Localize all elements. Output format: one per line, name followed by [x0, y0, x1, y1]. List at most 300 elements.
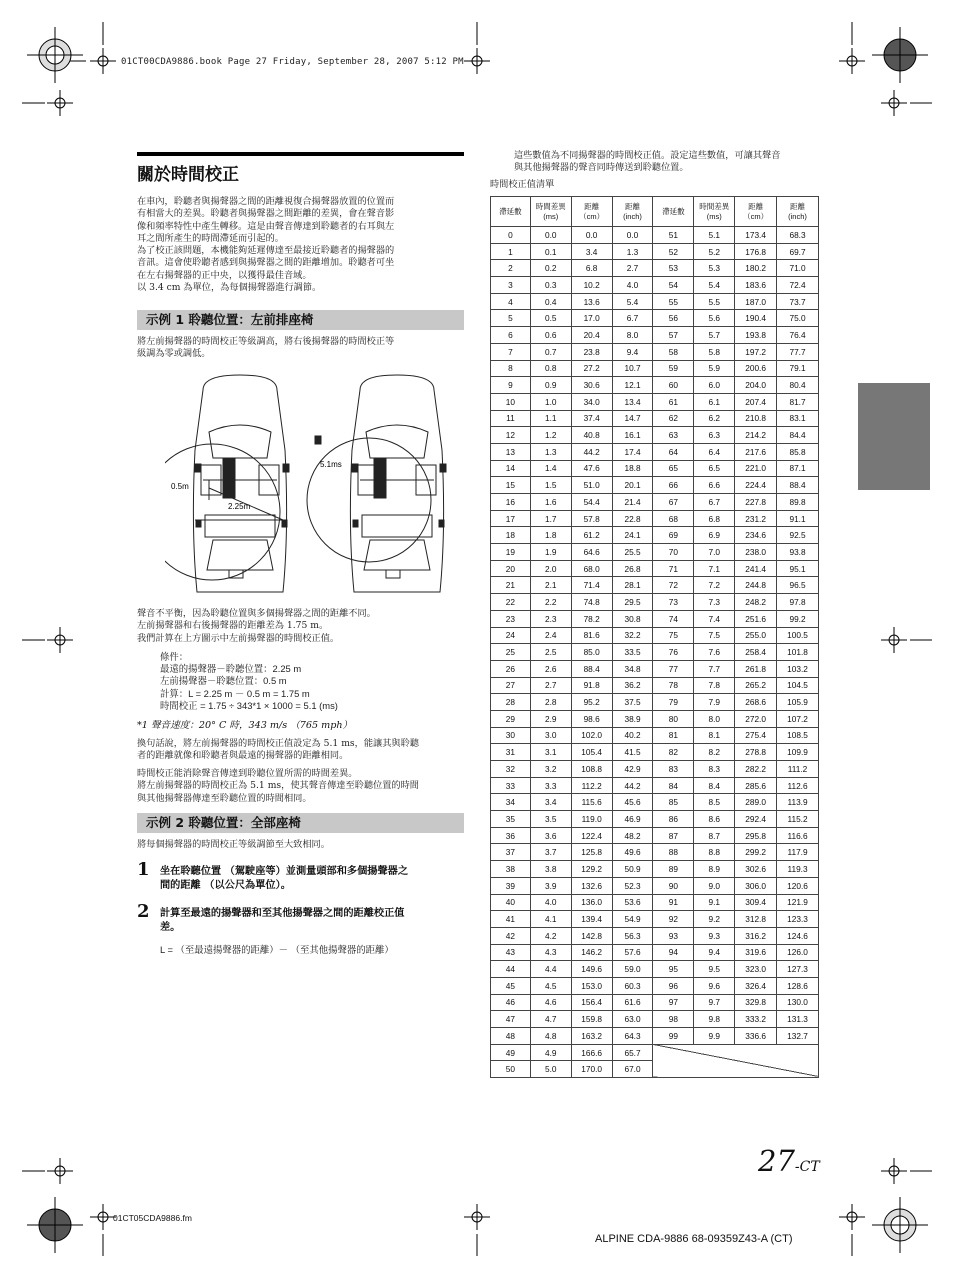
table-cell: 0.0	[571, 227, 612, 244]
table-cell: 103.2	[777, 660, 819, 677]
table-cell: 2	[491, 260, 531, 277]
table-row	[491, 844, 819, 861]
table-cell: 94	[653, 944, 694, 961]
table-cell: 71	[653, 560, 694, 577]
table-cell: 4.4	[530, 961, 571, 978]
table-cell: 78.2	[571, 610, 612, 627]
table-cell: 8	[491, 360, 531, 377]
table-cell: 52.3	[612, 877, 653, 894]
table-cell: 5.7	[694, 327, 735, 344]
page-number-suffix: -CT	[794, 1159, 820, 1175]
table-row	[491, 277, 819, 294]
calculation-block	[160, 651, 460, 712]
car-right-diagram	[307, 375, 446, 592]
table-cell: 6.2	[694, 410, 735, 427]
table-cell: 2.0	[530, 560, 571, 577]
table-cell: 24	[491, 627, 531, 644]
table-row	[491, 1044, 819, 1061]
table-cell: 7.3	[694, 594, 735, 611]
table-row	[491, 227, 819, 244]
table-cell: 73	[653, 594, 694, 611]
table-cell: 45	[491, 977, 531, 994]
crosshair-bottom-right	[839, 1204, 865, 1256]
table-cell: 38.9	[612, 710, 653, 727]
table-cell: 91.1	[777, 510, 819, 527]
table-cell: 78	[653, 677, 694, 694]
table-cell: 50.9	[612, 861, 653, 878]
table-cell: 105.4	[571, 744, 612, 761]
table-row	[491, 243, 819, 260]
table-row	[491, 610, 819, 627]
table-cell: 5.1	[694, 227, 735, 244]
table-cell: 85.8	[777, 443, 819, 460]
table-cell: 17.4	[612, 443, 653, 460]
table-cell: 4.1	[530, 911, 571, 928]
table-intro-line: 與其他揚聲器的聲音同時傳送到聆聽位置。	[514, 162, 689, 174]
table-cell: 54.4	[571, 494, 612, 511]
table-cell: 49	[491, 1044, 531, 1061]
table-cell: 77	[653, 660, 694, 677]
car-diagrams	[165, 370, 465, 602]
table-header-row	[491, 197, 819, 227]
table-cell: 326.4	[735, 977, 777, 994]
table-row	[491, 911, 819, 928]
table-cell: 3.4	[530, 794, 571, 811]
table-cell: 1.7	[530, 510, 571, 527]
intro-line: 為了校正該問題，本機能夠延遲傳達至最接近聆聽者的揚聲器的	[137, 245, 395, 257]
table-cell: 91	[653, 894, 694, 911]
table-cell: 6.8	[571, 260, 612, 277]
crosshair-left-top	[22, 90, 73, 116]
table-cell: 23	[491, 610, 531, 627]
table-cell: 19	[491, 544, 531, 561]
table-row	[491, 627, 819, 644]
table-cell: 51	[653, 227, 694, 244]
table-cell: 87.1	[777, 460, 819, 477]
table-cell: 104.5	[777, 677, 819, 694]
table-cell: 71.4	[571, 577, 612, 594]
table-cell: 6.8	[694, 510, 735, 527]
table-cell: 59	[653, 360, 694, 377]
table-cell: 122.4	[571, 827, 612, 844]
after-line: 左前揚聲器和右後揚聲器的距離差為 1.75 m。	[137, 620, 329, 632]
table-cell: 57.6	[612, 944, 653, 961]
table-cell: 8.2	[694, 744, 735, 761]
table-cell: 82	[653, 744, 694, 761]
calc-line: 時間校正 = 1.75 ÷ 343*1 × 1000 = 5.1 (ms)	[160, 699, 338, 711]
table-cell: 153.0	[571, 977, 612, 994]
table-cell: 18.8	[612, 460, 653, 477]
example1-heading: 示例 1 聆聽位置：左前排座椅	[137, 310, 464, 330]
table-cell: 61.6	[612, 994, 653, 1011]
table-cell: 4.5	[530, 977, 571, 994]
table-cell: 4	[491, 293, 531, 310]
table-cell: 261.8	[735, 660, 777, 677]
table-row	[491, 560, 819, 577]
table-cell: 25.5	[612, 544, 653, 561]
table-cell: 64.6	[571, 544, 612, 561]
table-cell: 42.9	[612, 761, 653, 778]
table-cell: 163.2	[571, 1028, 612, 1045]
table-cell: 41.5	[612, 744, 653, 761]
table-cell: 275.4	[735, 727, 777, 744]
table-cell: 97	[653, 994, 694, 1011]
table-cell: 73.7	[777, 293, 819, 310]
table-cell: 8.7	[694, 827, 735, 844]
table-cell: 7.6	[694, 644, 735, 661]
table-cell: 292.4	[735, 811, 777, 828]
table-cell: 0.0	[530, 227, 571, 244]
intro-line: 以 3.4 cm 為單位，為每個揚聲器進行調節。	[137, 282, 322, 294]
table-cell: 329.8	[735, 994, 777, 1011]
table-cell: 9	[491, 377, 531, 394]
step-line: 間的距離 （以公尺為單位）。	[160, 880, 291, 891]
table-cell: 41	[491, 911, 531, 928]
table-cell: 88.4	[777, 477, 819, 494]
table-cell: 2.2	[530, 594, 571, 611]
table-cell: 95.1	[777, 560, 819, 577]
table-cell: 4.6	[530, 994, 571, 1011]
table-row	[491, 527, 819, 544]
table-cell: 76.4	[777, 327, 819, 344]
table-cell: 8.4	[694, 777, 735, 794]
table-cell: 69	[653, 527, 694, 544]
table-cell: 15	[491, 477, 531, 494]
table-cell: 312.8	[735, 911, 777, 928]
table-cell: 316.2	[735, 927, 777, 944]
example2-text: 將每個揚聲器的時間校正等級調節至大致相同。	[137, 839, 330, 850]
table-cell: 0.4	[530, 293, 571, 310]
table-row	[491, 360, 819, 377]
table-cell: 8.0	[612, 327, 653, 344]
table-cell: 50	[491, 1061, 531, 1078]
table-cell: 234.6	[735, 527, 777, 544]
table-cell: 28.1	[612, 577, 653, 594]
table-row	[491, 777, 819, 794]
table-cell: 3.6	[530, 827, 571, 844]
table-cell: 81.7	[777, 393, 819, 410]
table-cell: 85	[653, 794, 694, 811]
table-cell: 51.0	[571, 477, 612, 494]
table-cell: 6.4	[694, 443, 735, 460]
table-cell: 79.1	[777, 360, 819, 377]
table-cell: 4.0	[612, 277, 653, 294]
corner-mark-tr	[872, 27, 928, 83]
footer-model: ALPINE CDA-9886 68-09359Z43-A (CT)	[595, 1233, 793, 1245]
table-row	[491, 727, 819, 744]
table-cell: 17.0	[571, 310, 612, 327]
table-cell: 0.8	[530, 360, 571, 377]
table-cell: 101.8	[777, 644, 819, 661]
table-body	[491, 227, 819, 1078]
table-cell: 333.2	[735, 1011, 777, 1028]
table-cell: 40	[491, 894, 531, 911]
table-cell: 40.8	[571, 427, 612, 444]
table-cell: 2.3	[530, 610, 571, 627]
table-cell: 9.4	[694, 944, 735, 961]
table-cell: 45.6	[612, 794, 653, 811]
table-cell: 132.6	[571, 877, 612, 894]
table-cell: 1.6	[530, 494, 571, 511]
table-row	[491, 460, 819, 477]
table-cell: 112.2	[571, 777, 612, 794]
step-line: 坐在聆聽位置 （駕駛座等）並測量頭部和多個揚聲器之	[160, 866, 409, 877]
table-cell: 21	[491, 577, 531, 594]
table-row	[491, 827, 819, 844]
table-cell: 65	[653, 460, 694, 477]
table-cell: 5.2	[694, 243, 735, 260]
table-cell: 53.6	[612, 894, 653, 911]
table-row	[491, 477, 819, 494]
intro-line: 音訊。這會使聆聽者感到與揚聲器之間的距離增加。聆聽者可坐	[137, 257, 395, 269]
table-cell: 14.7	[612, 410, 653, 427]
table-cell: 124.6	[777, 927, 819, 944]
table-cell: 302.6	[735, 861, 777, 878]
table-intro-line: 這些數值為不同揚聲器的時間校正值。設定這些數值，可讓其聲音	[514, 150, 781, 161]
table-cell: 9.9	[694, 1028, 735, 1045]
table-cell: 84.4	[777, 427, 819, 444]
table-cell: 282.2	[735, 761, 777, 778]
summary-line: 者的距離就像和聆聽者與最遠的揚聲器的距離相同。	[137, 750, 349, 762]
table-cell: 309.4	[735, 894, 777, 911]
time-correction-table	[490, 196, 819, 1078]
table-cell: 251.6	[735, 610, 777, 627]
table-cell: 120.6	[777, 877, 819, 894]
crosshair-right-bottom	[881, 1158, 932, 1184]
calc-line: 左前揚聲器－聆聽位置：0.5 m	[160, 675, 287, 687]
table-cell: 1.2	[530, 427, 571, 444]
table-cell: 36.2	[612, 677, 653, 694]
table-row	[491, 710, 819, 727]
table-row	[491, 761, 819, 778]
table-cell: 44	[491, 961, 531, 978]
table-row	[491, 927, 819, 944]
intro-text	[137, 196, 467, 294]
table-cell: 31	[491, 744, 531, 761]
table-cell: 32	[491, 761, 531, 778]
table-cell: 16.1	[612, 427, 653, 444]
intro-line: 在車內，聆聽者與揚聲器之間的距離視復合揚聲器放置的位置而	[137, 196, 395, 207]
table-row	[491, 1011, 819, 1028]
step-line: 差。	[160, 922, 181, 933]
table-cell: 1.5	[530, 477, 571, 494]
table-cell: 207.4	[735, 393, 777, 410]
table-cell: 29.5	[612, 594, 653, 611]
table-cell: 227.8	[735, 494, 777, 511]
crosshair-left-middle	[22, 627, 73, 653]
table-cell: 12.1	[612, 377, 653, 394]
table-cell: 119.3	[777, 861, 819, 878]
table-cell: 9.3	[694, 927, 735, 944]
intro-line: 像和頻率特性中產生轉移。這是由聲音傳達到聆聽者的右耳與左	[137, 220, 395, 232]
table-cell: 132.7	[777, 1028, 819, 1045]
table-cell: 30	[491, 727, 531, 744]
table-cell: 5.4	[612, 293, 653, 310]
table-cell: 156.4	[571, 994, 612, 1011]
table-cell: 8.5	[694, 794, 735, 811]
table-cell: 46	[491, 994, 531, 1011]
table-cell: 2.4	[530, 627, 571, 644]
table-cell: 8.8	[694, 844, 735, 861]
table-cell: 306.0	[735, 877, 777, 894]
table-cell: 27	[491, 677, 531, 694]
table-cell: 93.8	[777, 544, 819, 561]
table-cell: 8.1	[694, 727, 735, 744]
page-number-value: 27	[758, 1144, 795, 1178]
table-cell: 1	[491, 243, 531, 260]
step-line: 計算至最遠的揚聲器和至其他揚聲器之間的距離校正值	[160, 908, 405, 919]
crosshair-right-middle	[881, 627, 932, 653]
table-cell: 6.3	[694, 427, 735, 444]
table-cell: 9.1	[694, 894, 735, 911]
page-number	[758, 1144, 820, 1178]
label-distance-near: 0.5m	[171, 482, 189, 491]
table-cell: 0.2	[530, 260, 571, 277]
table-cell: 1.9	[530, 544, 571, 561]
table-cell: 95	[653, 961, 694, 978]
table-cell: 0.0	[612, 227, 653, 244]
table-cell: 71.0	[777, 260, 819, 277]
crosshair-top-center	[464, 22, 490, 74]
table-cell: 125.8	[571, 844, 612, 861]
table-row	[491, 427, 819, 444]
table-row	[491, 977, 819, 994]
th-distance-inch: 距離 (inch)	[612, 197, 653, 227]
table-row	[491, 510, 819, 527]
table-cell: 3.2	[530, 761, 571, 778]
table-cell: 1.1	[530, 410, 571, 427]
table-row	[491, 293, 819, 310]
table-cell: 90	[653, 877, 694, 894]
table-cell: 9.4	[612, 343, 653, 360]
table-cell: 75.0	[777, 310, 819, 327]
table-cell: 72.4	[777, 277, 819, 294]
table-cell: 96.5	[777, 577, 819, 594]
table-cell: 0.9	[530, 377, 571, 394]
table-cell: 268.6	[735, 694, 777, 711]
table-cell: 85.0	[571, 644, 612, 661]
table-cell: 86	[653, 811, 694, 828]
table-cell: 9.2	[694, 911, 735, 928]
table-cell: 79	[653, 694, 694, 711]
table-cell: 214.2	[735, 427, 777, 444]
table-cell: 76	[653, 644, 694, 661]
table-cell: 83.1	[777, 410, 819, 427]
table-cell: 53	[653, 260, 694, 277]
table-row	[491, 544, 819, 561]
table-cell: 221.0	[735, 460, 777, 477]
table-cell: 7.2	[694, 577, 735, 594]
table-cell: 54.9	[612, 911, 653, 928]
table-cell: 109.9	[777, 744, 819, 761]
table-cell: 238.0	[735, 544, 777, 561]
table-cell: 21.4	[612, 494, 653, 511]
table-cell: 10.2	[571, 277, 612, 294]
th-distance-inch: 距離 (inch)	[777, 197, 819, 227]
table-cell: 5.4	[694, 277, 735, 294]
table-cell: 278.8	[735, 744, 777, 761]
table-cell: 22	[491, 594, 531, 611]
label-time-delay: 5.1ms	[320, 460, 342, 469]
table-cell: 4.0	[530, 894, 571, 911]
crosshair-top-right	[839, 22, 865, 74]
table-cell: 139.4	[571, 911, 612, 928]
summary-line: 時間校正能消除聲音傳達到聆聽位置所需的時間差異。	[137, 768, 358, 779]
table-cell: 0.1	[530, 243, 571, 260]
table-cell: 39	[491, 877, 531, 894]
table-cell: 66	[653, 477, 694, 494]
table-row	[491, 944, 819, 961]
table-cell: 5.8	[694, 343, 735, 360]
print-header: 01CT00CDA9886.book Page 27 Friday, September 28, 2007 5:12 PM	[121, 57, 464, 67]
table-cell: 170.0	[571, 1061, 612, 1078]
table-cell: 217.6	[735, 443, 777, 460]
table-cell: 68	[653, 510, 694, 527]
table-cell: 121.9	[777, 894, 819, 911]
table-cell: 67	[653, 494, 694, 511]
table-cell: 97.8	[777, 594, 819, 611]
table-cell: 1.0	[530, 393, 571, 410]
summary-line: 將左前揚聲器的時間校正為 5.1 ms，使其聲音傳達至聆聽位置的時間	[137, 780, 419, 792]
table-cell: 9.5	[694, 961, 735, 978]
table-cell: 61.2	[571, 527, 612, 544]
step-2-number: 2	[137, 901, 150, 922]
table-cell: 93	[653, 927, 694, 944]
table-cell: 3.8	[530, 861, 571, 878]
table-cell: 61	[653, 393, 694, 410]
table-cell: 108.5	[777, 727, 819, 744]
table-cell: 2.9	[530, 710, 571, 727]
crosshair-top-left	[70, 22, 116, 74]
table-cell: 48	[491, 1028, 531, 1045]
table-cell: 34.0	[571, 393, 612, 410]
table-cell: 131.3	[777, 1011, 819, 1028]
table-cell: 2.5	[530, 644, 571, 661]
table-row	[491, 310, 819, 327]
table-cell: 180.2	[735, 260, 777, 277]
crosshair-left-bottom	[22, 1158, 73, 1184]
table-cell: 0.5	[530, 310, 571, 327]
table-cell: 7.5	[694, 627, 735, 644]
table-cell: 285.6	[735, 777, 777, 794]
table-row	[491, 877, 819, 894]
table-cell: 299.2	[735, 844, 777, 861]
table-cell: 336.6	[735, 1028, 777, 1045]
table-cell: 17	[491, 510, 531, 527]
table-cell: 4.2	[530, 927, 571, 944]
crosshair-bottom-left	[90, 1204, 116, 1256]
table-row	[491, 961, 819, 978]
table-cell: 24.1	[612, 527, 653, 544]
table-cell: 105.9	[777, 694, 819, 711]
table-cell: 28	[491, 694, 531, 711]
table-cell: 7.0	[694, 544, 735, 561]
table-cell: 126.0	[777, 944, 819, 961]
table-cell: 99.2	[777, 610, 819, 627]
table-cell: 2.1	[530, 577, 571, 594]
table-cell: 6.7	[694, 494, 735, 511]
table-cell: 89	[653, 861, 694, 878]
table-cell: 3.0	[530, 727, 571, 744]
table-cell: 44.2	[571, 443, 612, 460]
table-cell: 0.6	[530, 327, 571, 344]
table-cell: 113.9	[777, 794, 819, 811]
summary-line: 與其他揚聲器傳達至聆聽位置的時間相同。	[137, 792, 312, 804]
table-row	[491, 594, 819, 611]
table-cell: 99	[653, 1028, 694, 1045]
table-cell: 81	[653, 727, 694, 744]
table-cell: 98.6	[571, 710, 612, 727]
